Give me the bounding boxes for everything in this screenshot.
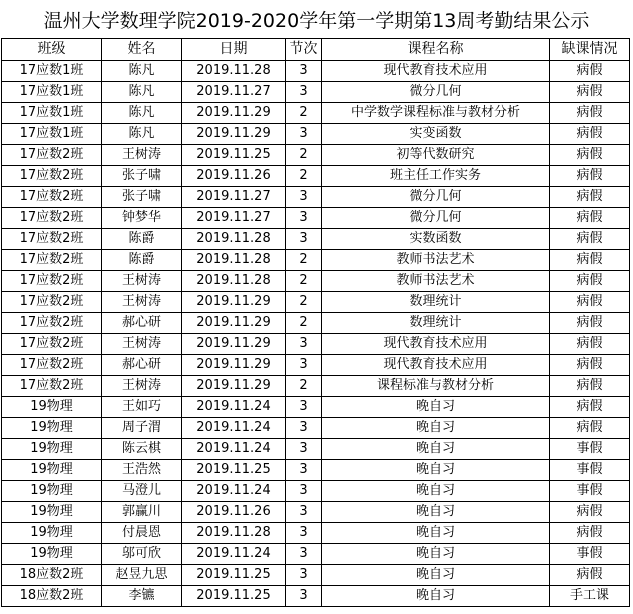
cell-class: 17应数2班 bbox=[2, 292, 102, 313]
cell-class: 19物理 bbox=[2, 397, 102, 418]
cell-date: 2019.11.28 bbox=[182, 523, 286, 544]
cell-course: 微分几何 bbox=[322, 208, 550, 229]
cell-course: 现代教育技术应用 bbox=[322, 61, 550, 82]
cell-course: 晚自习 bbox=[322, 397, 550, 418]
cell-name: 陈云棋 bbox=[102, 439, 182, 460]
cell-name: 王如巧 bbox=[102, 397, 182, 418]
table-row bbox=[2, 145, 630, 166]
cell-class: 17应数2班 bbox=[2, 229, 102, 250]
cell-course: 现代教育技术应用 bbox=[322, 355, 550, 376]
cell-period: 2 bbox=[286, 166, 322, 187]
cell-course: 晚自习 bbox=[322, 565, 550, 586]
cell-class: 18应数2班 bbox=[2, 586, 102, 607]
cell-status: 病假 bbox=[550, 334, 630, 355]
cell-course: 晚自习 bbox=[322, 481, 550, 502]
cell-name: 郝心研 bbox=[102, 355, 182, 376]
cell-course: 教师书法艺术 bbox=[322, 271, 550, 292]
cell-status: 病假 bbox=[550, 124, 630, 145]
cell-course: 数理统计 bbox=[322, 313, 550, 334]
cell-date: 2019.11.28 bbox=[182, 271, 286, 292]
table-row bbox=[2, 397, 630, 418]
cell-date: 2019.11.24 bbox=[182, 544, 286, 565]
cell-period: 2 bbox=[286, 145, 322, 166]
cell-name: 王浩然 bbox=[102, 460, 182, 481]
cell-period: 3 bbox=[286, 82, 322, 103]
cell-class: 17应数1班 bbox=[2, 82, 102, 103]
cell-class: 17应数2班 bbox=[2, 271, 102, 292]
cell-class: 19物理 bbox=[2, 460, 102, 481]
cell-date: 2019.11.29 bbox=[182, 355, 286, 376]
cell-period: 3 bbox=[286, 397, 322, 418]
cell-name: 赵昱九思 bbox=[102, 565, 182, 586]
cell-course: 晚自习 bbox=[322, 439, 550, 460]
cell-class: 17应数1班 bbox=[2, 124, 102, 145]
header-course: 课程名称 bbox=[322, 39, 550, 61]
cell-class: 19物理 bbox=[2, 439, 102, 460]
cell-date: 2019.11.29 bbox=[182, 334, 286, 355]
cell-name: 钟梦华 bbox=[102, 208, 182, 229]
cell-name: 陈凡 bbox=[102, 103, 182, 124]
cell-period: 2 bbox=[286, 271, 322, 292]
cell-course: 中学数学课程标准与教材分析 bbox=[322, 103, 550, 124]
cell-date: 2019.11.24 bbox=[182, 439, 286, 460]
cell-course: 晚自习 bbox=[322, 523, 550, 544]
cell-period: 3 bbox=[286, 523, 322, 544]
table-row bbox=[2, 544, 630, 565]
table-row bbox=[2, 376, 630, 397]
header-date: 日期 bbox=[182, 39, 286, 61]
cell-course: 晚自习 bbox=[322, 502, 550, 523]
cell-period: 2 bbox=[286, 376, 322, 397]
cell-course: 晚自习 bbox=[322, 544, 550, 565]
table-row bbox=[2, 208, 630, 229]
table-body bbox=[2, 61, 630, 607]
cell-name: 李镳 bbox=[102, 586, 182, 607]
cell-period: 3 bbox=[286, 61, 322, 82]
cell-class: 18应数2班 bbox=[2, 565, 102, 586]
cell-status: 手工课 bbox=[550, 586, 630, 607]
cell-date: 2019.11.24 bbox=[182, 481, 286, 502]
cell-class: 17应数2班 bbox=[2, 250, 102, 271]
cell-period: 3 bbox=[286, 586, 322, 607]
cell-name: 王树涛 bbox=[102, 334, 182, 355]
cell-period: 3 bbox=[286, 334, 322, 355]
cell-class: 17应数2班 bbox=[2, 145, 102, 166]
cell-date: 2019.11.24 bbox=[182, 418, 286, 439]
table-row bbox=[2, 250, 630, 271]
table-row bbox=[2, 166, 630, 187]
cell-name: 张子啸 bbox=[102, 187, 182, 208]
cell-status: 事假 bbox=[550, 460, 630, 481]
cell-course: 数理统计 bbox=[322, 292, 550, 313]
table-row bbox=[2, 334, 630, 355]
cell-class: 17应数1班 bbox=[2, 61, 102, 82]
cell-date: 2019.11.28 bbox=[182, 61, 286, 82]
table-row bbox=[2, 187, 630, 208]
cell-status: 病假 bbox=[550, 271, 630, 292]
table-row bbox=[2, 124, 630, 145]
table-row bbox=[2, 481, 630, 502]
cell-course: 初等代数研究 bbox=[322, 145, 550, 166]
cell-status: 病假 bbox=[550, 355, 630, 376]
cell-date: 2019.11.29 bbox=[182, 376, 286, 397]
cell-status: 病假 bbox=[550, 376, 630, 397]
header-status: 缺课情况 bbox=[550, 39, 630, 61]
cell-period: 3 bbox=[286, 355, 322, 376]
cell-status: 病假 bbox=[550, 208, 630, 229]
header-class: 班级 bbox=[2, 39, 102, 61]
cell-status: 病假 bbox=[550, 313, 630, 334]
cell-class: 19物理 bbox=[2, 523, 102, 544]
cell-period: 3 bbox=[286, 502, 322, 523]
cell-status: 病假 bbox=[550, 565, 630, 586]
cell-period: 2 bbox=[286, 313, 322, 334]
cell-date: 2019.11.26 bbox=[182, 502, 286, 523]
cell-period: 3 bbox=[286, 460, 322, 481]
cell-date: 2019.11.27 bbox=[182, 187, 286, 208]
cell-status: 病假 bbox=[550, 292, 630, 313]
cell-course: 微分几何 bbox=[322, 187, 550, 208]
cell-date: 2019.11.25 bbox=[182, 460, 286, 481]
cell-name: 王树涛 bbox=[102, 376, 182, 397]
cell-course: 实变函数 bbox=[322, 124, 550, 145]
cell-name: 郭赢川 bbox=[102, 502, 182, 523]
cell-period: 2 bbox=[286, 292, 322, 313]
cell-course: 晚自习 bbox=[322, 586, 550, 607]
table-row bbox=[2, 460, 630, 481]
cell-name: 王树涛 bbox=[102, 145, 182, 166]
cell-name: 陈爵 bbox=[102, 229, 182, 250]
cell-course: 课程标准与教材分析 bbox=[322, 376, 550, 397]
cell-date: 2019.11.27 bbox=[182, 208, 286, 229]
header-row bbox=[2, 39, 630, 61]
table-row bbox=[2, 82, 630, 103]
cell-status: 病假 bbox=[550, 145, 630, 166]
table-row bbox=[2, 355, 630, 376]
cell-name: 付晨恩 bbox=[102, 523, 182, 544]
cell-period: 3 bbox=[286, 418, 322, 439]
cell-period: 3 bbox=[286, 565, 322, 586]
cell-status: 病假 bbox=[550, 502, 630, 523]
cell-status: 事假 bbox=[550, 439, 630, 460]
cell-name: 邬可欣 bbox=[102, 544, 182, 565]
cell-status: 事假 bbox=[550, 544, 630, 565]
cell-period: 3 bbox=[286, 544, 322, 565]
cell-date: 2019.11.28 bbox=[182, 250, 286, 271]
cell-status: 病假 bbox=[550, 82, 630, 103]
cell-name: 陈凡 bbox=[102, 82, 182, 103]
table-row bbox=[2, 229, 630, 250]
table-row bbox=[2, 292, 630, 313]
cell-course: 晚自习 bbox=[322, 460, 550, 481]
cell-date: 2019.11.29 bbox=[182, 292, 286, 313]
cell-class: 17应数2班 bbox=[2, 187, 102, 208]
sheet-title: 温州大学数理学院2019-2020学年第一学期第13周考勤结果公示 bbox=[43, 10, 590, 32]
cell-course: 实数函数 bbox=[322, 229, 550, 250]
table-row bbox=[2, 313, 630, 334]
cell-class: 19物理 bbox=[2, 481, 102, 502]
cell-status: 病假 bbox=[550, 229, 630, 250]
header-name: 姓名 bbox=[102, 39, 182, 61]
cell-status: 病假 bbox=[550, 397, 630, 418]
table-row bbox=[2, 439, 630, 460]
cell-class: 17应数2班 bbox=[2, 166, 102, 187]
cell-date: 2019.11.25 bbox=[182, 145, 286, 166]
cell-course: 晚自习 bbox=[322, 418, 550, 439]
cell-class: 17应数2班 bbox=[2, 313, 102, 334]
cell-course: 现代教育技术应用 bbox=[322, 334, 550, 355]
table-row bbox=[2, 502, 630, 523]
cell-name: 陈凡 bbox=[102, 124, 182, 145]
cell-period: 3 bbox=[286, 124, 322, 145]
table-row bbox=[2, 565, 630, 586]
cell-date: 2019.11.29 bbox=[182, 313, 286, 334]
cell-period: 3 bbox=[286, 481, 322, 502]
cell-name: 陈凡 bbox=[102, 61, 182, 82]
cell-period: 3 bbox=[286, 187, 322, 208]
cell-date: 2019.11.25 bbox=[182, 586, 286, 607]
cell-date: 2019.11.29 bbox=[182, 124, 286, 145]
cell-status: 病假 bbox=[550, 166, 630, 187]
table-row bbox=[2, 418, 630, 439]
cell-date: 2019.11.26 bbox=[182, 166, 286, 187]
cell-period: 3 bbox=[286, 208, 322, 229]
cell-class: 19物理 bbox=[2, 418, 102, 439]
cell-class: 19物理 bbox=[2, 544, 102, 565]
cell-class: 17应数2班 bbox=[2, 355, 102, 376]
cell-name: 王树涛 bbox=[102, 292, 182, 313]
cell-course: 班主任工作实务 bbox=[322, 166, 550, 187]
cell-status: 病假 bbox=[550, 103, 630, 124]
cell-date: 2019.11.25 bbox=[182, 565, 286, 586]
cell-class: 19物理 bbox=[2, 502, 102, 523]
cell-period: 2 bbox=[286, 103, 322, 124]
cell-status: 病假 bbox=[550, 418, 630, 439]
cell-name: 马澄儿 bbox=[102, 481, 182, 502]
cell-course: 微分几何 bbox=[322, 82, 550, 103]
cell-date: 2019.11.28 bbox=[182, 229, 286, 250]
cell-class: 17应数2班 bbox=[2, 208, 102, 229]
cell-status: 病假 bbox=[550, 61, 630, 82]
cell-class: 17应数1班 bbox=[2, 103, 102, 124]
attendance-table bbox=[1, 38, 630, 607]
cell-period: 3 bbox=[286, 229, 322, 250]
cell-period: 2 bbox=[286, 250, 322, 271]
cell-status: 病假 bbox=[550, 523, 630, 544]
table-row bbox=[2, 61, 630, 82]
cell-date: 2019.11.24 bbox=[182, 397, 286, 418]
table-row bbox=[2, 271, 630, 292]
cell-date: 2019.11.29 bbox=[182, 103, 286, 124]
cell-name: 张子啸 bbox=[102, 166, 182, 187]
table-row bbox=[2, 523, 630, 544]
cell-class: 17应数2班 bbox=[2, 334, 102, 355]
cell-status: 事假 bbox=[550, 481, 630, 502]
cell-class: 17应数2班 bbox=[2, 376, 102, 397]
cell-date: 2019.11.27 bbox=[182, 82, 286, 103]
cell-status: 病假 bbox=[550, 187, 630, 208]
table-row bbox=[2, 103, 630, 124]
cell-status: 病假 bbox=[550, 250, 630, 271]
header-period: 节次 bbox=[286, 39, 322, 61]
cell-course: 教师书法艺术 bbox=[322, 250, 550, 271]
cell-name: 郝心研 bbox=[102, 313, 182, 334]
table-row bbox=[2, 586, 630, 607]
cell-name: 陈爵 bbox=[102, 250, 182, 271]
cell-period: 3 bbox=[286, 439, 322, 460]
cell-name: 王树涛 bbox=[102, 271, 182, 292]
cell-name: 周子渭 bbox=[102, 418, 182, 439]
